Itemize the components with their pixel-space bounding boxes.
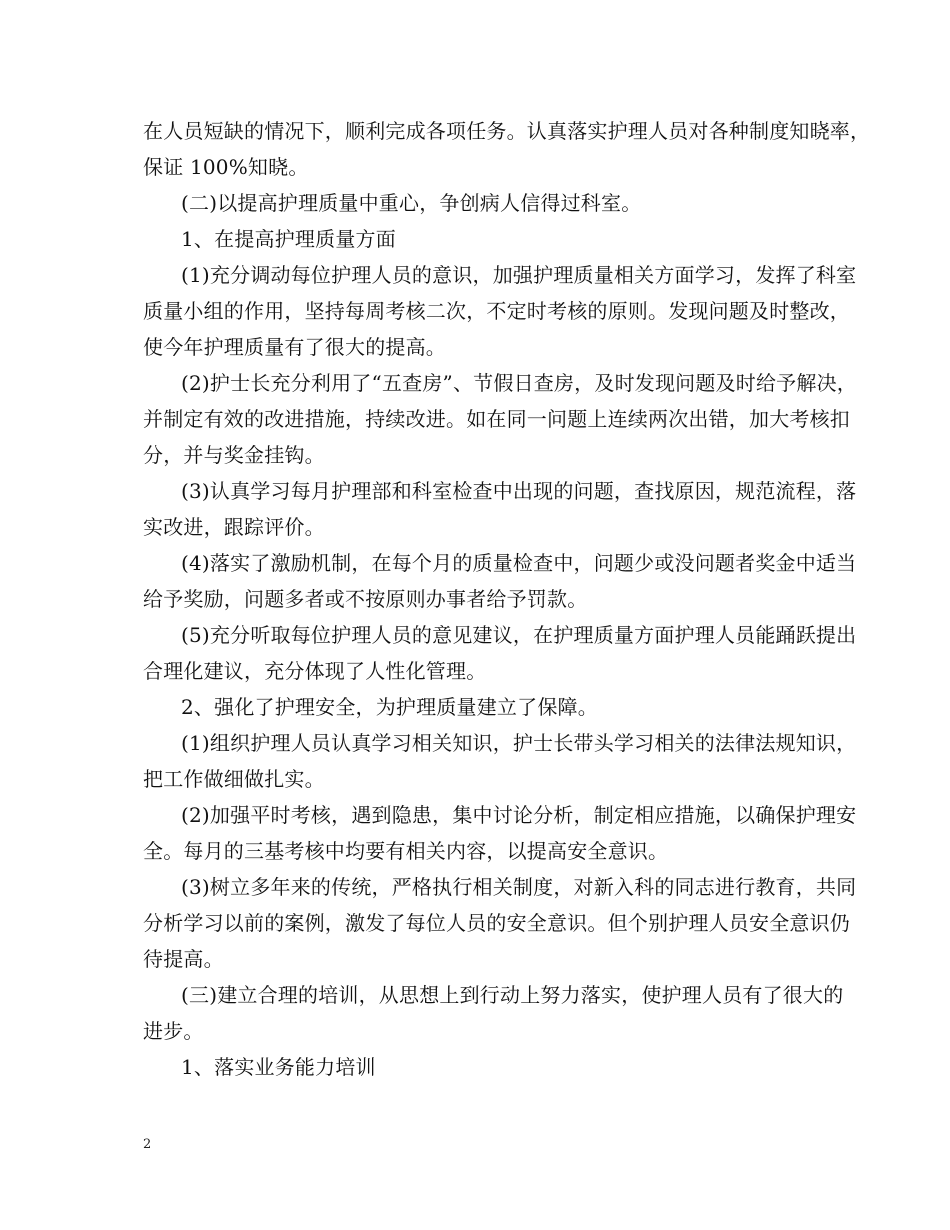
text-line: 进步。 [143, 1019, 204, 1043]
text-line: (1)充分调动每位护理人员的意识，加强护理质量相关方面学习，发挥了科室 [181, 263, 857, 287]
subsection-heading: 2、强化了护理安全，为护理质量建立了保障。 [181, 695, 598, 719]
text-line: 给予奖励，问题多者或不按原则办事者给予罚款。 [143, 587, 588, 611]
section-heading: (二)以提高护理质量中重心，争创病人信得过科室。 [181, 191, 642, 215]
text-line: 分，并与奖金挂钩。 [143, 443, 325, 467]
text-line: 质量小组的作用，坚持每周考核二次，不定时考核的原则。发现问题及时整改， [143, 299, 850, 323]
text-line: (2)护士长充分利用了“五查房”、节假日查房，及时发现问题及时给予解决， [181, 371, 857, 395]
text-line: 全。每月的三基考核中均要有相关内容，以提高安全意识。 [143, 839, 669, 863]
page-number: 2 [143, 1137, 152, 1152]
text-line: (3)树立多年来的传统，严格执行相关制度，对新入科的同志进行教育，共同 [181, 875, 857, 899]
text-line: (1)组织护理人员认真学习相关知识，护士长带头学习相关的法律法规知识， [181, 731, 857, 755]
section-heading: (三)建立合理的培训，从思想上到行动上努力落实，使护理人员有了很大的 [181, 983, 844, 1007]
text-line: (5)充分听取每位护理人员的意见建议，在护理质量方面护理人员能踊跃提出 [181, 623, 857, 647]
text-line: 实改进，跟踪评价。 [143, 515, 325, 539]
text-line: 分析学习以前的案例，激发了每位人员的安全意识。但个别护理人员安全意识仍 [143, 911, 850, 935]
text-line: 在人员短缺的情况下，顺利完成各项任务。认真落实护理人员对各种制度知晓率， [143, 119, 871, 143]
text-line: 待提高。 [143, 947, 224, 971]
text-line: 保证 100%知晓。 [143, 155, 309, 179]
text-line: 把工作做细做扎实。 [143, 767, 325, 791]
subsection-heading: 1、在提高护理质量方面 [181, 227, 396, 251]
text-line: (3)认真学习每月护理部和科室检查中出现的问题，查找原因，规范流程，落 [181, 479, 857, 503]
text-line: (2)加强平时考核，遇到隐患，集中讨论分析，制定相应措施，以确保护理安 [181, 803, 857, 827]
text-line: 并制定有效的改进措施，持续改进。如在同一问题上连续两次出错，加大考核扣 [143, 407, 850, 431]
subsection-heading: 1、落实业务能力培训 [181, 1055, 376, 1079]
text-line: (4)落实了激励机制，在每个月的质量检查中，问题少或没问题者奖金中适当 [181, 551, 857, 575]
text-line: 合理化建议，充分体现了人性化管理。 [143, 659, 487, 683]
text-line: 使今年护理质量有了很大的提高。 [143, 335, 446, 359]
